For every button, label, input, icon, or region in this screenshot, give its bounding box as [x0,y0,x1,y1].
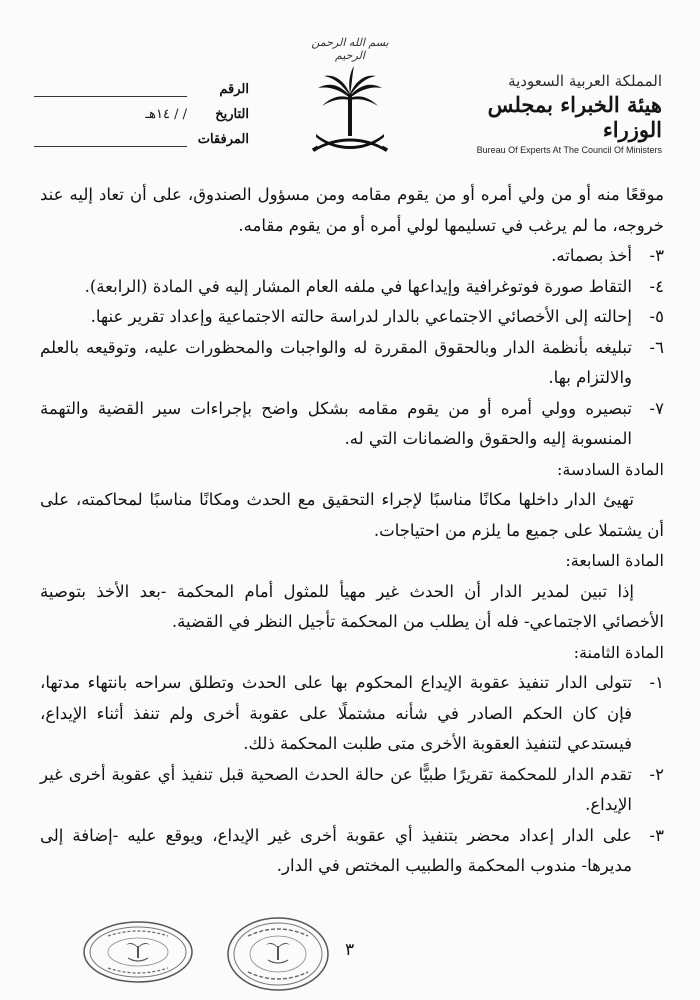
article-6-heading: المادة السادسة: [556,459,664,479]
date-row [34,97,249,122]
item-number: ٧- [649,398,664,418]
basmala: بسم الله الرحمن الرحيم [311,36,389,62]
item-number: ٢- [649,764,664,784]
date-label: التاريخ [215,107,249,122]
list-item [40,333,664,394]
list-item [40,821,664,882]
article-7-heading: المادة السابعة: [565,551,664,570]
list-item [40,302,664,333]
attachments-row [34,122,249,147]
ref-number-line [34,82,187,97]
item-number: ١- [649,673,664,692]
ref-number-label: الرقم [219,82,249,97]
page-number: ٣ [345,940,355,960]
article-8-heading: المادة الثامنة: [573,642,664,662]
item-number: ٤- [649,276,664,296]
item-text: تتولى الدار تنفيذ عقوبة الإيداع المحكوم بها على الحدث وتطلق سراحه بانتهاء مدتها، فإن كان الحكم الصادر في شأنه مشتملًا على عقوبة أخرى ولم تنفذ أثناء الإيداع، فيستدعي لتنفيذ العقوبة الأخرى متى طلبت المحكمة ذلك. [40,673,632,753]
list-item [40,241,664,272]
left-seal-stamp [82,920,194,984]
bureau-name-english: Bureau Of Experts At The Council Of Ministers [476,145,662,155]
palm-swords-icon [310,64,390,164]
item-text: تبليغه بأنظمة الدار وبالحقوق المقررة له والواجبات والمحظورات عليه، وتوقيعه بالعلم والالتزام بها. [40,337,632,387]
list-item [40,668,664,760]
document-body [40,180,664,882]
intro-paragraph: موقعًا منه أو من ولي أمره أو من يقوم مقامه ومن مسؤول الصندوق، على أن تعاد إليه عند خروجه، ما لم يرغب في تسليمها لولي أمره أو من يقوم مقامه. [40,185,664,235]
right-seal-stamp [226,916,330,992]
item-text: التقاط صورة فوتوغرافية وإيداعها في ملفه العام المشار إليه في المادة (الرابعة). [84,276,632,296]
bureau-header [462,72,662,155]
attachments-line [34,132,187,147]
list-item [40,272,664,303]
item-text: على الدار إعداد محضر بتنفيذ أي عقوبة أخرى غير الإيداع، ويوقع عليه -إضافة إلى مديرها- مندوب المحكمة والطبيب المختص في الدار. [40,825,632,875]
list-item [40,394,664,455]
item-text: إحالته إلى الأخصائي الاجتماعي بالدار لدراسة حالته الاجتماعية وإعداد تقرير عنها. [90,307,632,326]
article-7-text: إذا تبين لمدير الدار أن الحدث غير مهيأ للمثول أمام المحكمة -بعد الأخذ بتوصية الأخصائي الاجتماعي- فله أن يطلب من المحكمة تأجيل النظر في القضية. [40,581,664,631]
national-emblem [305,36,395,168]
item-number: ٥- [649,307,664,326]
list-item [40,760,664,821]
article-6-text: تهيئ الدار داخلها مكانًا مناسبًا لإجراء التحقيق مع الحدث ومكانًا مناسبًا لمحاكمته، على أن يشتملا على جميع ما يلزم من احتياجات. [40,490,664,540]
bureau-name-arabic: هيئة الخبراء بمجلس الوزراء [487,92,662,142]
item-number: ٣- [649,246,664,265]
date-value: / / ١٤هـ [145,107,187,122]
item-number: ٦- [649,337,664,357]
ref-number-row [34,72,249,97]
reference-fields [34,72,249,147]
attachments-label: المرفقات [197,132,249,147]
item-text: أخذ بصماته. [551,246,632,265]
item-text: تبصيره وولي أمره أو من يقوم مقامه بشكل واضح بإجراءات سير القضية والتهمة المنسوبة إليه والحقوق والضمانات التي له. [40,398,632,448]
kingdom-name: المملكة العربية السعودية [508,72,662,90]
item-text: تقدم الدار للمحكمة تقريرًا طبيًّا عن حالة الحدث الصحية قبل تنفيذ أي عقوبة أخرى غير الإيداع. [40,764,632,814]
item-number: ٣- [649,825,664,845]
